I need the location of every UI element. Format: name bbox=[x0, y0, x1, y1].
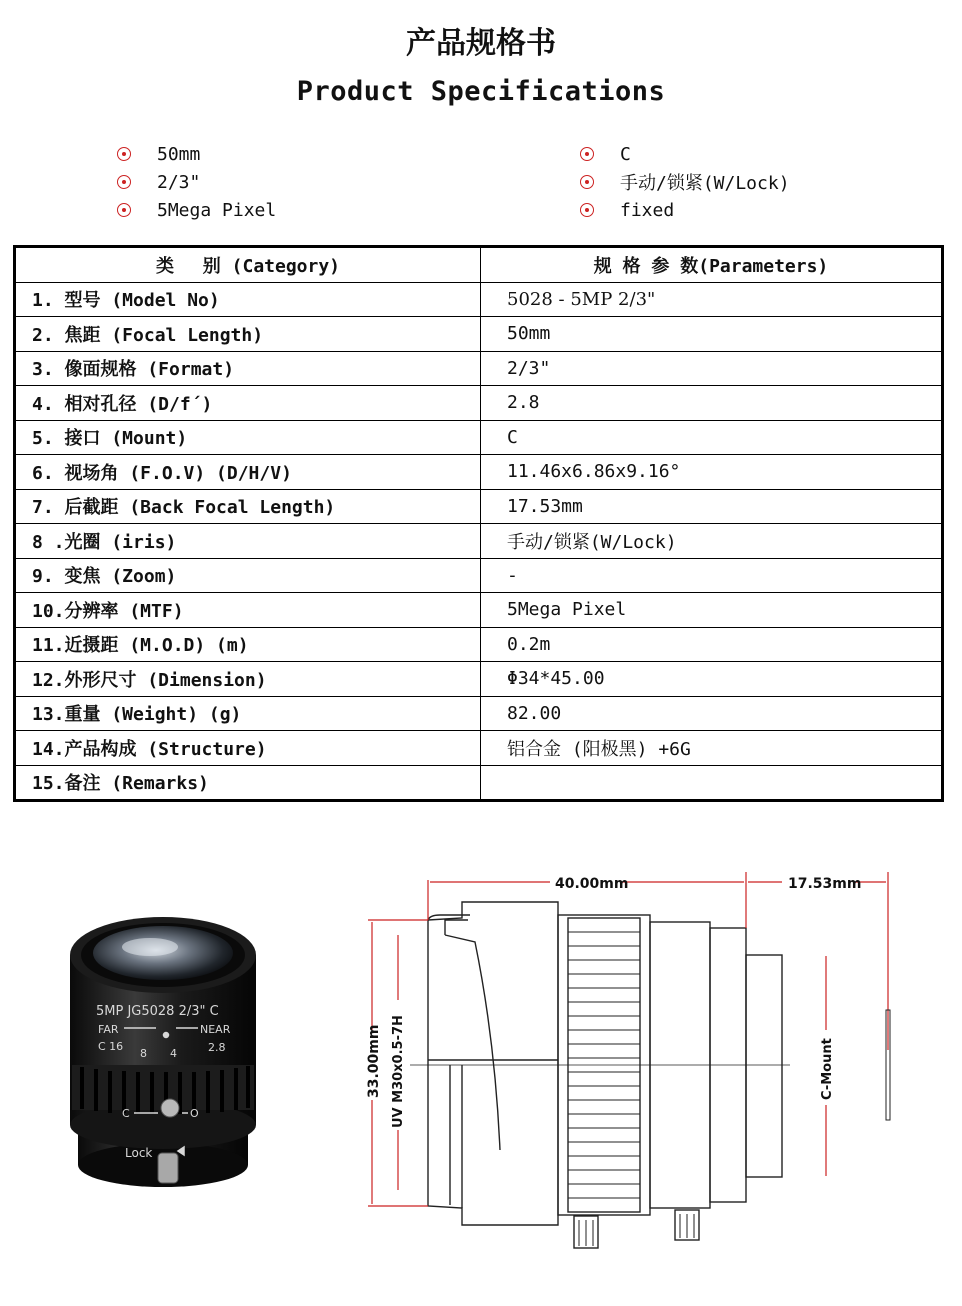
length-dimension: 40.00mm bbox=[555, 876, 629, 892]
table-row bbox=[15, 524, 943, 559]
back-focal-dimension: 17.53mm bbox=[788, 876, 862, 892]
page-title-cn: 产品规格书 bbox=[406, 26, 556, 61]
parameter-cell: 17.53mm bbox=[481, 489, 943, 524]
target-bullet-icon bbox=[117, 175, 131, 189]
parameter-cell: 5028 - 5MP 2/3" bbox=[481, 282, 943, 317]
table-row bbox=[15, 386, 943, 421]
parameter-cell: 11.46x6.86x9.16° bbox=[481, 455, 943, 490]
table-row bbox=[15, 662, 943, 697]
category-cell: 8 .光圈 (iris) bbox=[15, 524, 481, 559]
parameter-cell: Φ34*45.00 bbox=[481, 662, 943, 697]
category-cell: 4. 相对孔径 (D/f´) bbox=[15, 386, 481, 421]
near-label: NEAR bbox=[200, 1023, 231, 1036]
aperture-scale-c16: C 16 bbox=[98, 1040, 124, 1053]
diameter-dimension: 33.00mm bbox=[366, 1024, 382, 1098]
highlight-item bbox=[580, 196, 790, 224]
parameter-cell: 手动/锁紧(W/Lock) bbox=[481, 524, 943, 559]
category-cell: 12.外形尺寸 (Dimension) bbox=[15, 662, 481, 697]
parameter-cell: 5Mega Pixel bbox=[481, 593, 943, 628]
target-bullet-icon bbox=[580, 147, 594, 161]
table-row bbox=[15, 696, 943, 731]
aperture-scale-2-8: 2.8 bbox=[208, 1041, 226, 1054]
category-cell: 7. 后截距 (Back Focal Length) bbox=[15, 489, 481, 524]
page-title-en: Product Specifications bbox=[296, 76, 666, 107]
lens-model-text: 5MP JG5028 2/3" C bbox=[96, 1004, 219, 1019]
table-row bbox=[15, 731, 943, 766]
table-row bbox=[15, 627, 943, 662]
highlight-item bbox=[117, 196, 276, 224]
parameter-cell: 82.00 bbox=[481, 696, 943, 731]
highlight-label: 50mm bbox=[157, 143, 201, 165]
category-cell: 11.近摄距 (M.O.D) (m) bbox=[15, 627, 481, 662]
category-cell: 13.重量 (Weight) (g) bbox=[15, 696, 481, 731]
parameter-cell: - bbox=[481, 558, 943, 593]
parameter-cell bbox=[481, 765, 943, 801]
category-cell: 5. 接口 (Mount) bbox=[15, 420, 481, 455]
highlight-label: C bbox=[620, 143, 631, 165]
parameter-cell: 2/3" bbox=[481, 351, 943, 386]
highlight-item bbox=[117, 168, 276, 196]
highlight-label: 5Mega Pixel bbox=[157, 199, 277, 221]
highlight-item bbox=[580, 168, 790, 196]
table-row bbox=[15, 455, 943, 490]
category-cell: 9. 变焦 (Zoom) bbox=[15, 558, 481, 593]
highlights-left bbox=[117, 140, 276, 224]
highlight-label: 手动/锁紧(W/Lock) bbox=[620, 173, 790, 194]
target-bullet-icon bbox=[580, 175, 594, 189]
lens-photo bbox=[58, 895, 268, 1195]
category-cell: 1. 型号 (Model No) bbox=[15, 282, 481, 317]
category-header: 类 别 (Category) bbox=[15, 247, 481, 283]
aperture-scale-4: 4 bbox=[170, 1047, 177, 1060]
lock-label: Lock bbox=[125, 1146, 153, 1160]
highlights-right bbox=[580, 140, 790, 224]
table-header-row bbox=[15, 247, 943, 283]
table-row bbox=[15, 558, 943, 593]
parameter-cell: 铝合金 (阳极黑) +6G bbox=[481, 731, 943, 766]
mount-label: C-Mount bbox=[820, 1038, 835, 1100]
highlight-label: fixed bbox=[620, 199, 675, 221]
highlight-item bbox=[580, 140, 790, 168]
parameter-cell: 0.2m bbox=[481, 627, 943, 662]
target-bullet-icon bbox=[580, 203, 594, 217]
table-row bbox=[15, 489, 943, 524]
parameter-cell: 50mm bbox=[481, 317, 943, 352]
highlight-label: 2/3" bbox=[157, 171, 201, 193]
category-cell: 14.产品构成 (Structure) bbox=[15, 731, 481, 766]
table-row bbox=[15, 420, 943, 455]
far-label: FAR bbox=[98, 1023, 119, 1036]
table-row bbox=[15, 593, 943, 628]
category-cell: 10.分辨率 (MTF) bbox=[15, 593, 481, 628]
close-label: C bbox=[122, 1107, 130, 1120]
parameters-header: 规 格 参 数(Parameters) bbox=[481, 247, 943, 283]
category-cell: 2. 焦距 (Focal Length) bbox=[15, 317, 481, 352]
aperture-scale-8: 8 bbox=[140, 1047, 147, 1060]
table-row bbox=[15, 765, 943, 801]
table-row bbox=[15, 317, 943, 352]
parameter-cell: 2.8 bbox=[481, 386, 943, 421]
spec-table bbox=[13, 245, 944, 802]
table-row bbox=[15, 351, 943, 386]
target-bullet-icon bbox=[117, 147, 131, 161]
open-label: O bbox=[190, 1107, 199, 1120]
category-cell: 15.备注 (Remarks) bbox=[15, 765, 481, 801]
category-cell: 6. 视场角 (F.O.V) (D/H/V) bbox=[15, 455, 481, 490]
highlight-item bbox=[117, 140, 276, 168]
table-row bbox=[15, 282, 943, 317]
filter-thread-label: UV M30x0.5-7H bbox=[391, 1015, 406, 1128]
spec-table-body bbox=[15, 282, 943, 801]
grip-hatching bbox=[568, 932, 694, 1246]
parameter-cell: C bbox=[481, 420, 943, 455]
dimension-drawing bbox=[350, 860, 910, 1270]
target-bullet-icon bbox=[117, 203, 131, 217]
category-cell: 3. 像面规格 (Format) bbox=[15, 351, 481, 386]
lens-outline bbox=[428, 902, 782, 1248]
